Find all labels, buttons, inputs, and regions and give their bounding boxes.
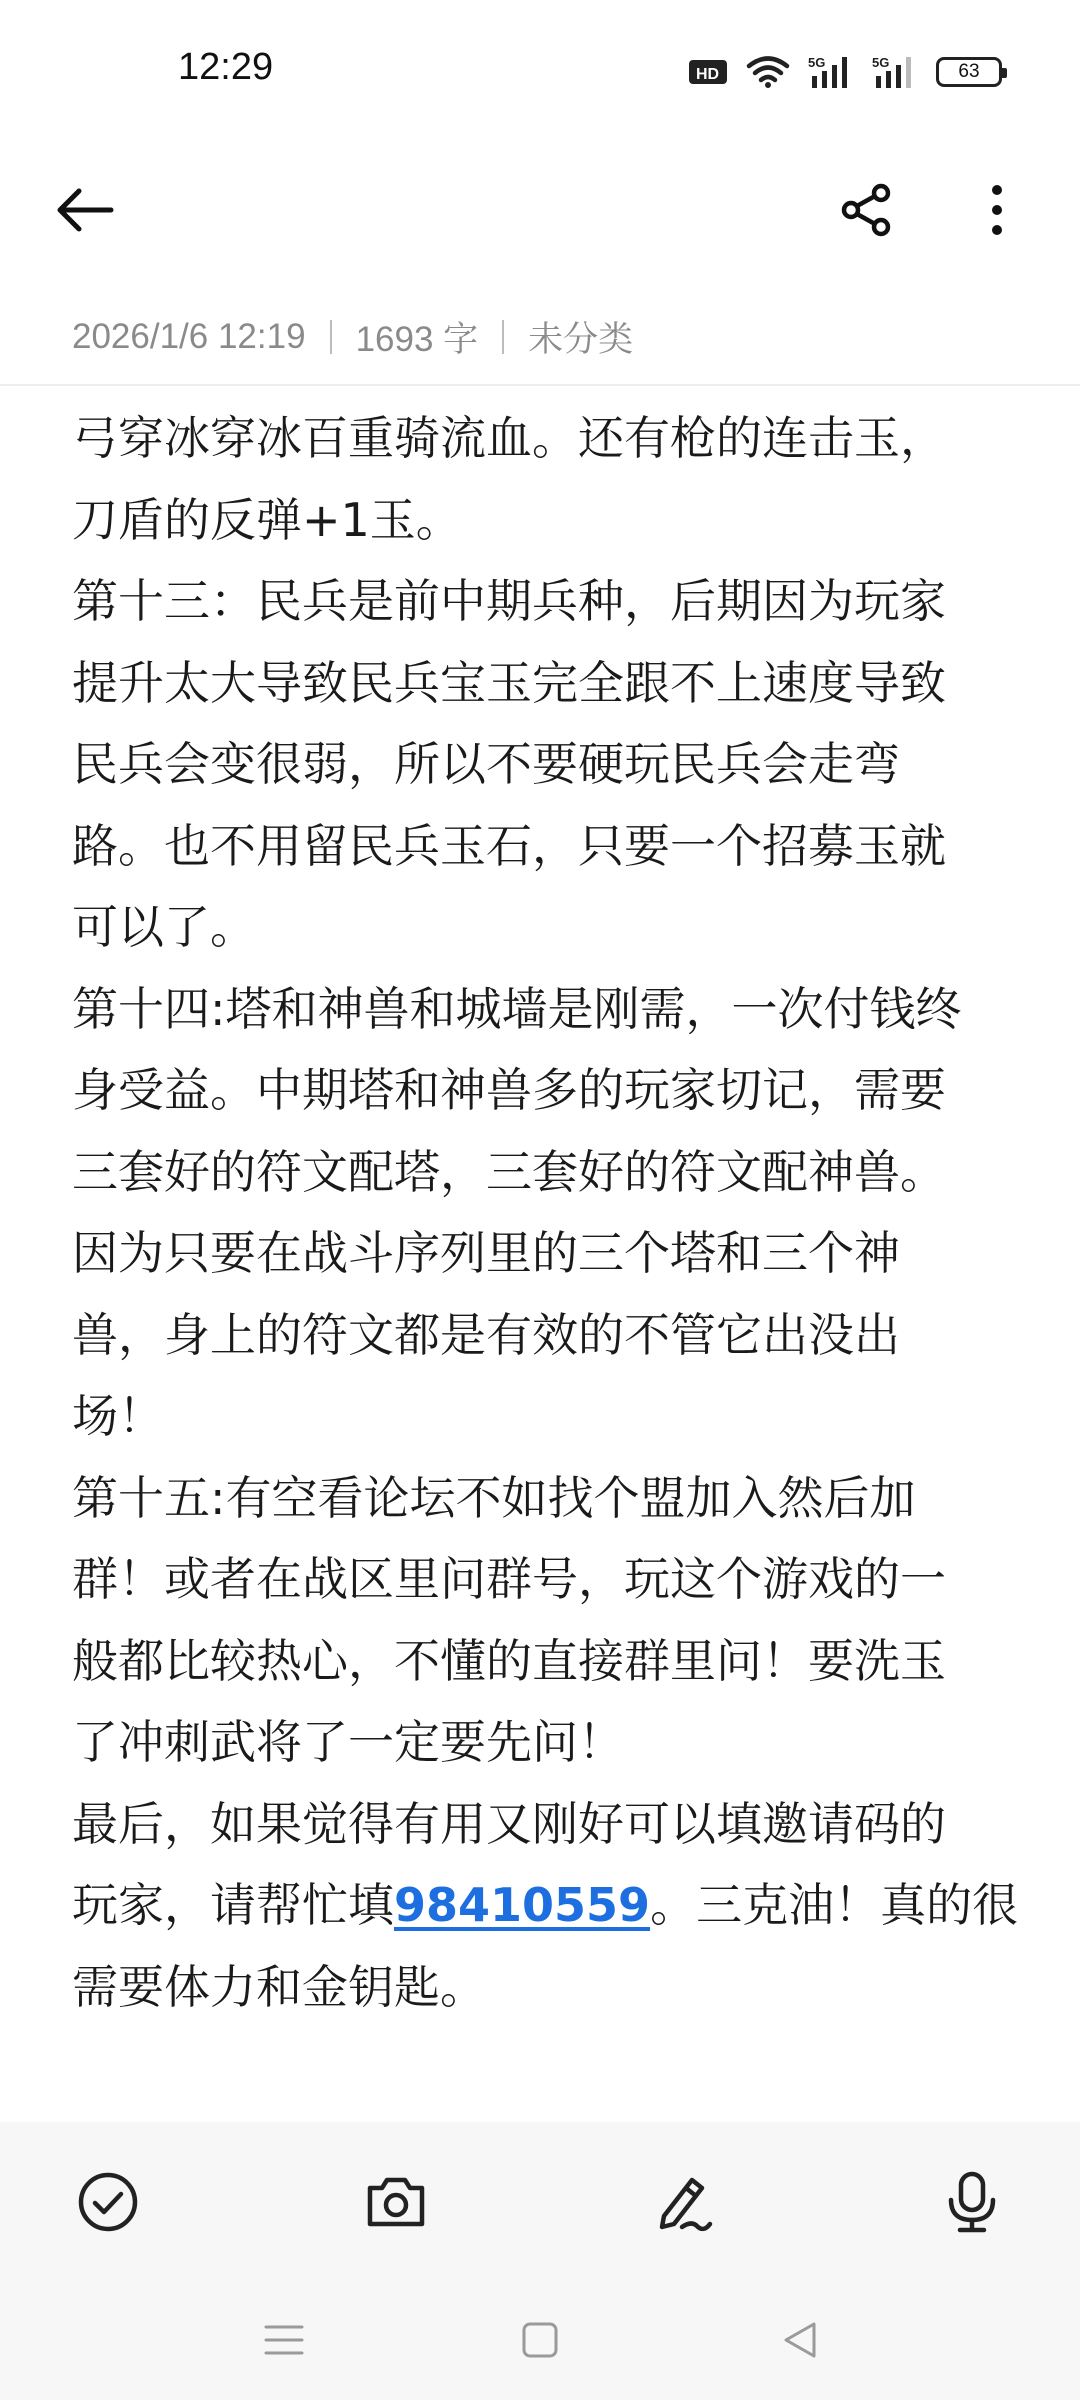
home-icon [520,2320,560,2360]
status-bar [0,0,1080,140]
menu-icon [264,2323,304,2357]
note-line: 三套好的符文配塔，三套好的符文配神兽。 [72,1144,946,1199]
svg-text:5G: 5G [808,55,826,70]
hd-icon [688,57,728,87]
note-line: 弓穿冰穿冰百重骑流血。还有枪的连击玉， [72,411,946,465]
checklist-icon [76,2170,140,2234]
back-icon [780,2320,820,2360]
app-bar [0,160,1080,260]
signal-5g-icon [872,54,918,90]
back-arrow-icon [55,187,115,233]
svg-text:5G: 5G [872,55,890,70]
svg-text:HD: HD [696,66,720,83]
meta-separator [502,320,504,354]
battery-level: 63 [958,61,980,82]
invite-code-link[interactable]: 98410559 [394,1878,651,1932]
status-icons [688,52,1002,92]
checklist-button[interactable] [68,2162,148,2242]
handwriting-button[interactable] [644,2162,724,2242]
share-icon [839,182,895,238]
note-line: 民兵会变很弱，所以不要硬玩民兵会走弯 [72,737,900,791]
note-line: 第十四:塔和神兽和城墙是刚需，一次付钱终 [72,981,962,1036]
note-line: 可以了。 [72,900,256,954]
note-meta [72,312,633,362]
battery-icon [936,57,1002,87]
back-button[interactable] [50,180,120,240]
note-line: 第十五:有空看论坛不如找个盟加入然后加 [72,1470,916,1525]
meta-separator [330,320,332,354]
note-line: 场！ [72,1389,164,1443]
note-line: 最后，如果觉得有用又刚好可以填邀请码的 [72,1796,946,1851]
invite-prefix: 玩家，请帮忙填 [72,1878,394,1932]
note-category[interactable]: 未分类 [528,320,634,359]
editor-toolbar [0,2122,1080,2280]
signal-5g-icon [808,54,854,90]
system-nav-bar [0,2280,1080,2400]
voice-input-button[interactable] [932,2162,1012,2242]
note-line: 需要体力和金钥匙。 [72,1959,486,2014]
meta-divider [0,384,1080,386]
mic-icon [944,2170,1000,2234]
note-line: 兽，身上的符文都是有效的不管它出没出 [72,1307,900,1362]
share-button[interactable] [832,180,902,240]
nav-back-button[interactable] [760,2300,840,2380]
note-line: 第十三：民兵是前中期兵种，后期因为玩家 [72,574,946,628]
note-line: 身受益。中期塔和神兽多的玩家切记，需要 [72,1063,946,1117]
note-line: 因为只要在战斗序列里的三个塔和三个神 [72,1226,900,1280]
invite-suffix: 。三克油！真的很 [650,1878,1019,1932]
note-word-count: 1693 字 [355,320,479,359]
note-line: 群！或者在战区里问群号，玩这个游戏的一 [72,1552,946,1606]
status-time: 12:29 [178,46,274,88]
camera-icon [364,2172,428,2232]
pen-icon [652,2170,716,2234]
more-options-button[interactable] [962,180,1032,240]
note-line: 了冲刺武将了一定要先问！ [72,1715,624,1769]
note-line: 刀盾的反弹+1玉。 [72,492,462,547]
camera-button[interactable] [356,2162,436,2242]
note-body[interactable] [72,398,1022,2028]
more-vert-icon [987,182,1007,238]
note-line: 路。也不用留民兵玉石，只要一个招募玉就 [72,818,946,873]
home-button[interactable] [500,2300,580,2380]
note-line: 般都比较热心，不懂的直接群里问！要洗玉 [72,1633,946,1688]
wifi-icon [746,55,790,89]
recents-button[interactable] [244,2300,324,2380]
note-date: 2026/1/6 12:19 [72,317,306,356]
note-line-invite [72,1865,1022,1947]
note-line: 提升太大导致民兵宝玉完全跟不上速度导致 [72,655,946,710]
